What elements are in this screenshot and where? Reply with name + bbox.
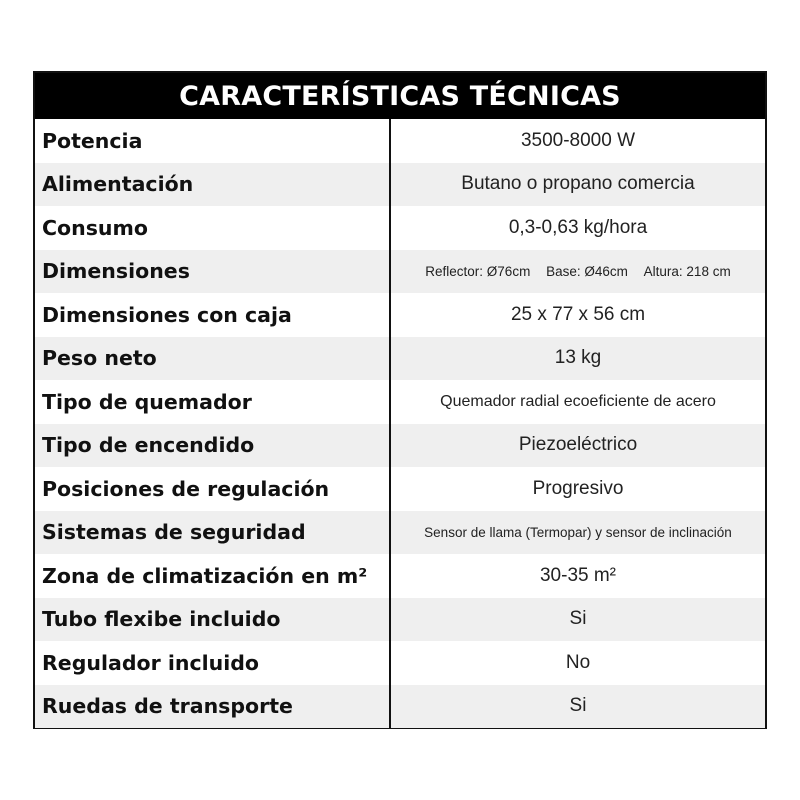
table-row — [35, 163, 765, 207]
table-row — [35, 685, 765, 729]
row-value: Si — [569, 695, 587, 717]
row-value: Quemador radial ecoeficiente de acero — [440, 392, 716, 410]
table-row — [35, 511, 765, 555]
table-row — [35, 337, 765, 381]
row-value: 30-35 m² — [539, 564, 617, 586]
table-row — [35, 554, 765, 598]
table-row — [35, 598, 765, 642]
row-label: Consumo — [42, 215, 148, 240]
row-label: Sistemas de seguridad — [42, 520, 306, 545]
row-label: Tipo de quemador — [42, 389, 252, 414]
row-value: Sensor de llama (Termopar) y sensor de inclinación — [424, 524, 732, 540]
row-label: Zona de climatización en m² — [42, 563, 368, 588]
height-dimension: Altura: 218 cm — [643, 263, 731, 279]
row-value: No — [565, 651, 591, 673]
table-row — [35, 293, 765, 337]
row-value: 13 kg — [554, 347, 602, 369]
row-value: 25 x 77 x 56 cm — [510, 303, 646, 325]
row-label: Tubo flexibe incluido — [42, 607, 281, 632]
row-label: Alimentación — [42, 172, 194, 197]
row-value: Butano o propano comercia — [461, 173, 695, 195]
table-row — [35, 641, 765, 685]
row-label: Ruedas de transporte — [42, 694, 293, 719]
table-row — [35, 424, 765, 468]
row-label: Peso neto — [42, 346, 157, 371]
row-value: 3500-8000 W — [520, 129, 636, 151]
row-label: Regulador incluido — [42, 650, 260, 675]
row-value: Si — [569, 608, 587, 630]
row-value: Progresivo — [532, 477, 624, 499]
table-title: CARACTERÍSTICAS TÉCNICAS — [35, 73, 765, 119]
table-row — [35, 206, 765, 250]
table-row — [35, 250, 765, 294]
table-body — [35, 119, 765, 728]
row-value: Piezoeléctrico — [518, 434, 638, 456]
spec-table — [33, 71, 767, 729]
row-label: Tipo de encendido — [42, 433, 255, 458]
column-divider — [389, 119, 391, 728]
row-label: Potencia — [42, 128, 143, 153]
base-dimension: Base: Ø46cm — [546, 263, 628, 279]
row-label: Posiciones de regulación — [42, 476, 330, 501]
row-value: 0,3-0,63 kg/hora — [508, 216, 648, 238]
row-label: Dimensiones con caja — [42, 302, 292, 327]
row-value — [391, 264, 765, 279]
row-label: Dimensiones — [42, 259, 190, 284]
reflector-dimension: Reflector: Ø76cm — [425, 263, 531, 279]
table-row — [35, 467, 765, 511]
table-row — [35, 119, 765, 163]
table-row — [35, 380, 765, 424]
